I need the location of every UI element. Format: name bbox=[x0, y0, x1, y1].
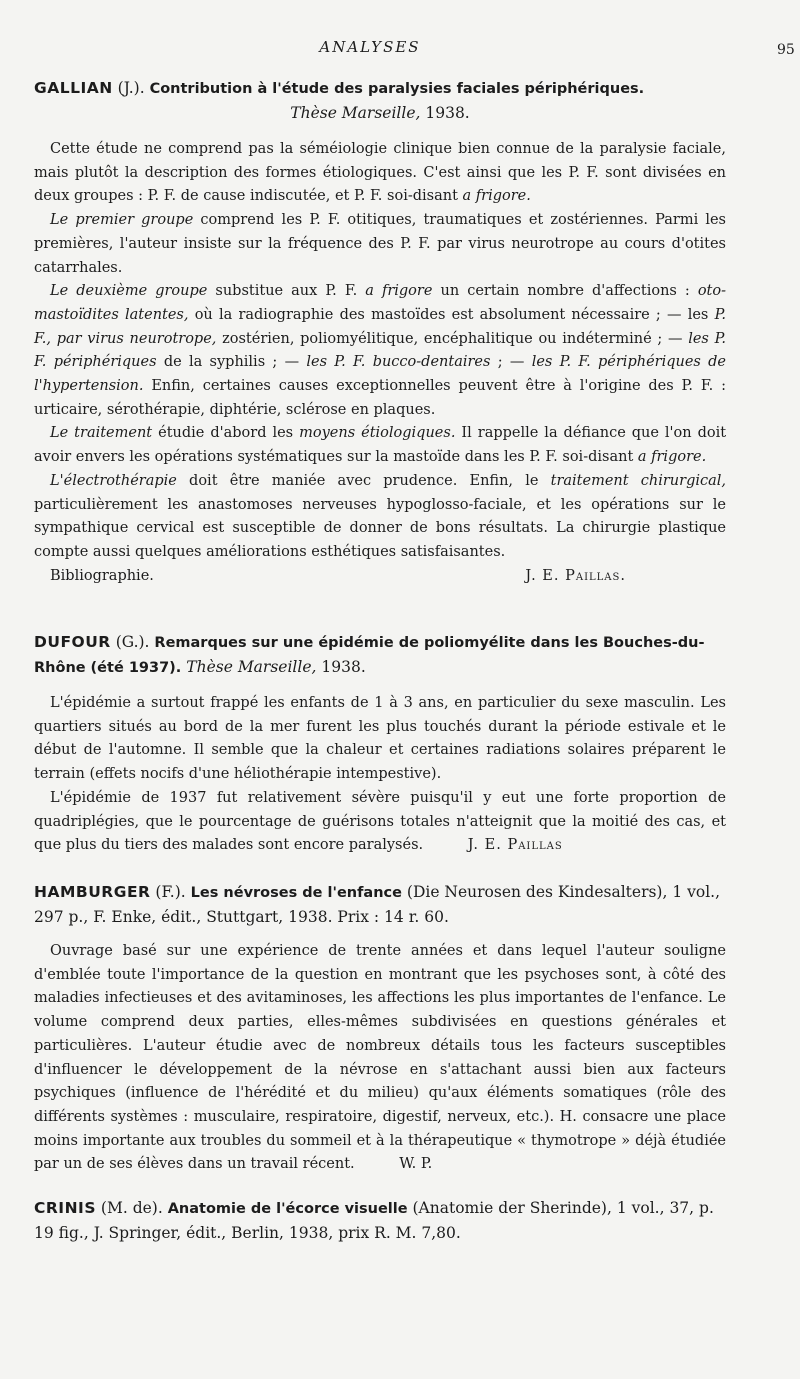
text-run: particulièrement les anastomoses nerveuses hypoglosso-faciale, et les opérations sur le sympathique cervical est susceptible de donner de bons résultats. La chirurgie plastique compte aussi quelques améliorations esthétiques satisfaisantes. bbox=[34, 496, 726, 560]
entry-source-year: 1938. bbox=[425, 104, 470, 122]
text-run: P. F., par virus neurotrope, bbox=[34, 306, 727, 347]
entry-source: Thèse Marseille, bbox=[186, 658, 317, 676]
text-run: comprend les P. F. otitiques, traumatiques et zostériennes. Parmi les premières, l'auteur insiste sur la fréquence des P. F. par virus neurotrope au cours d'otites catarrhales. bbox=[34, 212, 726, 276]
text-run: étudie d'abord les bbox=[158, 425, 294, 442]
signature-row bbox=[34, 565, 726, 589]
text-run: Enfin, certaines causes exceptionnelles peuvent être à l'origine des P. F. : urticaire, sérothérapie, diphtérie, sclérose en plaques. bbox=[34, 378, 727, 418]
text-run: traitement chirurgical, bbox=[550, 472, 726, 489]
entry-body-gallian bbox=[34, 138, 726, 588]
entry-title: Contribution à l'étude des paralysies faciales périphériques. bbox=[149, 81, 645, 97]
author-name: CRINIS bbox=[34, 1199, 96, 1217]
paragraph bbox=[34, 209, 726, 280]
author-name: DUFOUR bbox=[34, 633, 111, 651]
text-run: oto-mastoïdites latentes, bbox=[34, 283, 727, 323]
author-initial: (G.). bbox=[115, 633, 150, 651]
text-run: moyens étiologiques. bbox=[299, 425, 456, 442]
text-run: les P. F. bucco-dentaires bbox=[306, 354, 491, 371]
text-run: ; — bbox=[497, 354, 525, 371]
bibliography-note: Bibliographie. bbox=[50, 567, 154, 584]
text-run: zostérien, poliomyélitique, encéphalitique ou indéterminé ; — bbox=[222, 330, 683, 347]
reviewer-signature: J. E. Paillas. bbox=[525, 567, 626, 584]
text-run: a frigore. bbox=[637, 449, 707, 466]
entry-bibliographic-details: (Die Neurosen des Kindesalters), 1 vol., 297 p., F. Enke, édit., Stuttgart, 1938. Prix : 14 r. 60. bbox=[34, 883, 721, 926]
author-initial: (J.). bbox=[117, 79, 145, 97]
text-run: Il rappelle la défiance que l'on doit avoir envers les opérations systématiques sur la mastoïde dans les P. F. soi-disant bbox=[34, 425, 727, 466]
paragraph bbox=[34, 940, 726, 1177]
entry-title: Anatomie de l'écorce visuelle bbox=[167, 1201, 408, 1217]
text-run: où la radiographie des mastoïdes est absolument nécessaire ; — les bbox=[194, 306, 709, 323]
paragraph bbox=[34, 280, 726, 422]
entry-title: Remarques sur une épidémie de poliomyélite dans les Bouches-du-Rhône bbox=[34, 635, 705, 676]
author-initial: (F.). bbox=[155, 883, 186, 901]
text-run: substitue aux P. F. bbox=[215, 283, 358, 300]
entry-bibliographic-details: (Anatomie der Sherinde), 1 vol., 37, p. 19 fig., J. Springer, édit., Berlin, 1938, prix R. M. 7,80. bbox=[34, 1199, 714, 1242]
text-run: a frigore. bbox=[462, 188, 531, 205]
entry-heading-dufour bbox=[34, 630, 726, 680]
entry-body-dufour bbox=[34, 692, 726, 858]
text-run: les P. F. périphériques de l'hypertension. bbox=[34, 354, 727, 395]
entry-heading-crinis bbox=[34, 1196, 726, 1245]
entry-body-hamburger bbox=[34, 940, 726, 1177]
page-number: 95 bbox=[777, 42, 795, 58]
entry-source: Thèse Marseille, bbox=[290, 104, 421, 122]
entry-heading-gallian bbox=[34, 76, 726, 125]
text-run: Cette étude ne comprend pas la séméiologie clinique bien connue de la paralysie faciale, mais plutôt la description des formes étiologiques. C'est ainsi que les P. F. sont divisées en deux groupes : P. F. de cause indiscutée, et P. F. soi-disant bbox=[34, 141, 726, 205]
entry-title: Les névroses de l'enfance bbox=[190, 885, 402, 901]
text-run: Le premier groupe bbox=[50, 212, 194, 229]
text-run: L'électrothérapie bbox=[50, 472, 177, 489]
text-run: a frigore bbox=[365, 283, 433, 300]
text-run: les P. F. périphériques bbox=[34, 330, 726, 371]
running-header: ANALYSES bbox=[319, 38, 421, 56]
entry-title-year: (été 1937). bbox=[90, 660, 182, 676]
author-initial: (M. de). bbox=[100, 1199, 163, 1217]
author-name: HAMBURGER bbox=[34, 883, 151, 901]
paragraph bbox=[34, 422, 726, 469]
text-run: un certain nombre d'affections : bbox=[440, 283, 690, 300]
text-run: de la syphilis ; — bbox=[163, 354, 300, 371]
entry-heading-hamburger bbox=[34, 880, 726, 929]
text-run: Le traitement bbox=[50, 425, 153, 442]
text-run: L'épidémie de 1937 fut relativement sévère puisqu'il y eut une forte proportion de quadriplégies, que le pourcentage de guérisons totales n'atteignit que la moitié des cas, et que plus du tiers des malades sont encore paralysés. bbox=[34, 789, 726, 854]
paragraph bbox=[34, 138, 726, 209]
paragraph: L'épidémie a surtout frappé les enfants de 1 à 3 ans, en particulier du sexe masculin. Les quartiers situés au bord de la mer furent les plus touchés durant la période estivale et le début de l'automne. Il semble que la chaleur et certaines radiations solaires préparent le terrain (effets nocifs d'une héliothérapie intempestive). bbox=[34, 695, 726, 783]
text-run: doit être maniée avec prudence. Enfin, le bbox=[189, 472, 539, 489]
entry-source-year: 1938. bbox=[321, 658, 366, 676]
author-name: GALLIAN bbox=[34, 79, 113, 97]
reviewer-signature: J. E. Paillas bbox=[467, 837, 563, 854]
text-run: Ouvrage basé sur une expérience de trente années et dans lequel l'auteur souligne d'emblée toute l'importance de la question en montrant que les psychoses sont, à côté des maladies infectieuses et des avitaminoses, les affections les plus importantes de l'enfance. Le volume comprend deux parties, elles-mêmes subdivisées en questions générales et particulières. L'auteur étudie avec de nombreux détails tous les facteurs susceptibles d'influencer le développement de la névrose en s'attachant aussi bien aux facteurs psychiques (influence de l'hérédité et du milieu) qu'aux éléments somatiques (rôle des différents systèmes : musculaire, respiratoire, digestif, nerveux, etc.). H. consacre une place moins importante aux troubles du sommeil et à la thérapeutique « thymotrope » déjà étudiée par un de ses élèves dans un travail récent. bbox=[34, 943, 726, 1173]
paragraph bbox=[34, 470, 726, 565]
reviewer-signature: W. P. bbox=[399, 1156, 433, 1173]
paragraph bbox=[34, 787, 726, 858]
text-run: Le deuxième groupe bbox=[50, 283, 208, 300]
